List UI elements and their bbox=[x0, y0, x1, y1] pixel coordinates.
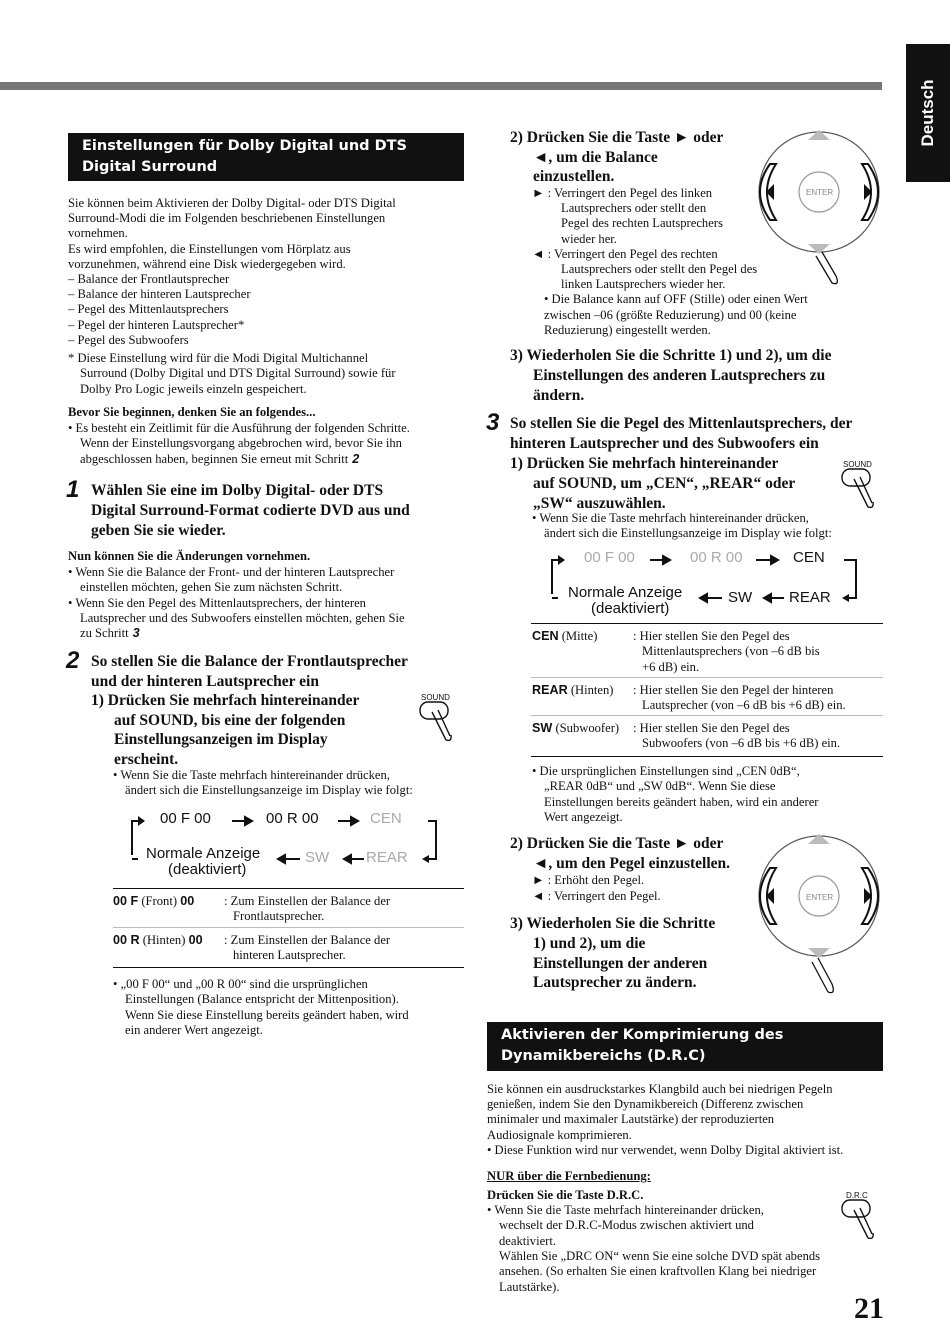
header-line-1: Einstellungen für Dolby Digital und DTS bbox=[82, 138, 407, 154]
level-row-divider bbox=[531, 756, 883, 757]
text-line: ◄ : Verringert den Pegel des rechten bbox=[532, 246, 718, 261]
text-line: abgeschlossen haben, beginnen Sie erneut mit Schritt 2 bbox=[80, 451, 360, 466]
text-line: • „00 F 00“ und „00 R 00“ sind die ursprünglichen bbox=[113, 977, 368, 991]
cycle-normal: Normale Anzeige bbox=[146, 845, 261, 862]
text-line: – Balance der hinteren Lautsprecher bbox=[68, 287, 251, 302]
drc-header-line-2: Dynamikbereichs (D.R.C) bbox=[501, 1048, 706, 1064]
cycle-cen: CEN bbox=[370, 810, 402, 827]
text-line: – Pegel des Mittenlautsprechers bbox=[68, 302, 229, 317]
text-line: Lautsprecher zu ändern. bbox=[533, 974, 697, 992]
text-line: – Pegel der hinteren Lautsprecher* bbox=[68, 317, 245, 332]
page-number: 21 bbox=[854, 1292, 884, 1325]
section-header-drc bbox=[487, 1022, 883, 1071]
text-line: ► : Verringert den Pegel des linken bbox=[532, 186, 713, 200]
level-row-divider bbox=[531, 677, 883, 678]
r-cycle-sw: SW bbox=[728, 589, 753, 606]
text-line: 2) Drücken Sie die Taste ► oder bbox=[510, 129, 724, 146]
text-line: Sie können ein ausdruckstarkes Klangbild auch bei niedrigen Pegeln bbox=[487, 1082, 833, 1096]
text-line: zwischen –06 (größte Reduzierung) und 00 (keine bbox=[544, 307, 797, 322]
cycle-sw: SW bbox=[305, 849, 330, 866]
press-drc-title: Drücken Sie die Taste D.R.C. bbox=[487, 1188, 644, 1202]
text-line: • Die ursprünglichen Einstellungen sind „CEN 0dB“, bbox=[532, 764, 800, 778]
text-line: „SW“ auszuwählen. bbox=[533, 494, 666, 512]
text-line: Pegel des rechten Lautsprechers bbox=[561, 216, 723, 231]
r-cycle-00r00: 00 R 00 bbox=[690, 549, 743, 566]
text-line: Einstellungen (Balance entspricht der Mittenposition). bbox=[125, 992, 399, 1007]
text-line: Einstellungen der anderen bbox=[533, 954, 708, 972]
text-line: Wenn Sie diese Einstellung bereits geändert haben, wird bbox=[125, 1007, 409, 1022]
cycle-rear: REAR bbox=[366, 849, 408, 866]
level-row-label: CEN (Mitte) bbox=[532, 629, 598, 643]
text-line: Wenn der Einstellungsvorgang abgebrochen wird, bevor Sie ihn bbox=[80, 436, 402, 451]
cursor-pad-icon bbox=[756, 128, 882, 288]
r-cycle-deactivated: (deaktiviert) bbox=[591, 600, 670, 617]
text-line: • Die Balance kann auf OFF (Stille) oder einen Wert bbox=[544, 292, 808, 307]
text-line: Es wird empfohlen, die Einstellungen vom Hörplatz aus bbox=[68, 241, 351, 256]
text-line: deaktiviert. bbox=[499, 1233, 556, 1248]
step-ref: 3 bbox=[132, 626, 140, 641]
text-line: einzustellen. bbox=[533, 168, 615, 186]
text-line: und der hinteren Lautsprecher ein bbox=[91, 672, 319, 690]
level-row-desc: +6 dB) ein. bbox=[642, 659, 700, 674]
text-line: Lautstärke). bbox=[499, 1279, 560, 1294]
text-line: ◄ : Verringert den Pegel. bbox=[532, 889, 661, 903]
remote-only-title: NUR über die Fernbedienung: bbox=[487, 1169, 651, 1183]
before-title: Bevor Sie beginnen, denken Sie an folgendes... bbox=[68, 405, 316, 419]
text-line: linken Lautsprechers wieder her. bbox=[561, 277, 726, 292]
sound-button-icon-2 bbox=[840, 467, 880, 511]
text-line: ◄, um den Pegel einzustellen. bbox=[533, 854, 731, 872]
text-line: „REAR 0dB“ und „SW 0dB“. Wenn Sie diese bbox=[544, 779, 776, 794]
level-row-desc: : Hier stellen Sie den Pegel des bbox=[633, 629, 790, 643]
step-2-number: 2 bbox=[66, 647, 80, 674]
table-row-desc: : Zum Einstellen der Balance der bbox=[224, 894, 391, 908]
text-line: So stellen Sie die Balance der Frontlautsprecher bbox=[91, 653, 408, 670]
level-row-desc: Lautsprecher (von –6 dB bis +6 dB) ein. bbox=[642, 698, 846, 713]
text-line: minimaler und maximaler Lautstärke) der reproduzierten bbox=[487, 1112, 775, 1127]
text-line: • Wenn Sie den Pegel des Mittenlautsprechers, der hinteren bbox=[68, 595, 366, 610]
text-line: ändern. bbox=[533, 386, 585, 404]
text-line: Wählen Sie „DRC ON“ wenn Sie eine solche DVD spät abends bbox=[499, 1248, 821, 1263]
text-line: Dolby Pro Logic jeweils einzeln gespeichert. bbox=[80, 381, 307, 396]
text-line: ansehen. (So erhalten Sie einen kraftvollen Klang bei niedriger bbox=[499, 1264, 817, 1279]
text-line: ein anderer Wert angezeigt. bbox=[125, 1022, 263, 1037]
text-line: • Wenn Sie die Taste mehrfach hintereinander drücken, bbox=[532, 511, 809, 525]
text-line: Surround (Dolby Digital und DTS Digital Surround) sowie für bbox=[80, 366, 396, 381]
text-line: genießen, indem Sie den Dynamikbereich (Differenz zwischen bbox=[487, 1097, 804, 1112]
language-tab bbox=[906, 44, 950, 182]
level-row-desc: : Hier stellen Sie den Pegel des bbox=[633, 721, 790, 735]
text-line: auf SOUND, bis eine der folgenden bbox=[114, 711, 346, 729]
text-line: • Wenn Sie die Taste mehrfach hintereinander drücken, bbox=[113, 768, 390, 782]
text-line: vornehmen. bbox=[68, 226, 128, 241]
header-line-2: Digital Surround bbox=[82, 159, 218, 175]
level-row-label: SW (Subwoofer) bbox=[532, 721, 620, 735]
text-line: Sie können beim Aktivieren der Dolby Digital- oder DTS Digital bbox=[68, 196, 396, 210]
sound-button-icon bbox=[418, 700, 458, 744]
text-line: wieder her. bbox=[561, 231, 617, 246]
text-line: wechselt der D.R.C-Modus zwischen aktiviert und bbox=[499, 1218, 754, 1233]
text-line: zu Schritt 3 bbox=[80, 626, 140, 641]
text-line: 1) Drücken Sie mehrfach hintereinander bbox=[91, 692, 360, 709]
text-line: Wählen Sie eine im Dolby Digital- oder DTS bbox=[91, 482, 384, 499]
text-line: 3) Wiederholen Sie die Schritte bbox=[510, 915, 716, 932]
text-line: – Balance der Frontlautsprecher bbox=[68, 272, 230, 286]
row-divider bbox=[113, 927, 464, 928]
r-cycle-normal: Normale Anzeige bbox=[568, 584, 683, 601]
text-line: Lautsprechers oder stellt den Pegel des bbox=[561, 262, 758, 276]
text-line: – Pegel des Subwoofers bbox=[68, 332, 189, 347]
r-cycle-rear: REAR bbox=[789, 589, 831, 606]
enter-label: ENTER bbox=[806, 188, 834, 197]
drc-header-line-1: Aktivieren der Komprimierung des bbox=[501, 1027, 784, 1043]
language-tab-label: Deutsch bbox=[918, 79, 937, 147]
enter-label-2: ENTER bbox=[806, 893, 834, 902]
level-row-label: REAR (Hinten) bbox=[532, 683, 614, 697]
top-rule bbox=[0, 82, 882, 90]
text-line: • Wenn Sie die Balance der Front- und der hinteren Lautsprecher bbox=[68, 565, 395, 579]
text-line: 1) und 2), um die bbox=[533, 934, 646, 952]
cycle-00r00: 00 R 00 bbox=[266, 810, 319, 827]
table-row-desc: : Zum Einstellen der Balance der bbox=[224, 933, 391, 947]
text-line: Wert angezeigt. bbox=[544, 809, 623, 824]
text-line: 2) Drücken Sie die Taste ► oder bbox=[510, 835, 724, 852]
cycle-00f00: 00 F 00 bbox=[160, 810, 211, 827]
text-line: ► : Erhöht den Pegel. bbox=[532, 873, 645, 887]
text-line: ändert sich die Einstellungsanzeige im Display wie folgt: bbox=[125, 783, 413, 798]
text-line: vorzunehmen, während eine Disk wiedergegeben wird. bbox=[68, 256, 346, 271]
table-rule bbox=[113, 888, 464, 889]
text-line: ändert sich die Einstellungsanzeige im Display wie folgt: bbox=[544, 526, 832, 541]
text-line: Digital Surround-Format codierte DVD aus und bbox=[91, 501, 410, 519]
step-1-number: 1 bbox=[66, 476, 80, 503]
text-line: auf SOUND, um „CEN“, „REAR“ oder bbox=[533, 474, 796, 492]
step-ref: 2 bbox=[352, 451, 360, 466]
text-line: Einstellungsanzeigen im Display bbox=[114, 731, 328, 748]
text-line: * Diese Einstellung wird für die Modi Digital Multichannel bbox=[68, 351, 369, 365]
text-line: Lautsprecher und des Subwoofers einstellen möchten, gehen Sie bbox=[80, 610, 405, 625]
text-line: Audiosignale komprimieren. bbox=[487, 1127, 632, 1142]
r-cycle-cen: CEN bbox=[793, 549, 825, 566]
now-title: Nun können Sie die Änderungen vornehmen. bbox=[68, 549, 311, 563]
level-row-desc: Mittenlautsprechers (von –6 dB bis bbox=[642, 644, 820, 659]
text-line: geben Sie sie wieder. bbox=[91, 521, 226, 539]
step-3-number: 3 bbox=[486, 409, 500, 436]
text-line: So stellen Sie die Pegel des Mittenlautsprechers, der bbox=[510, 415, 853, 432]
text-line: Einstellungen bereits geändert haben, wird ein anderer bbox=[544, 794, 819, 809]
cycle-deactivated: (deaktiviert) bbox=[168, 861, 247, 878]
level-row-desc: Subwoofers (von –6 dB bis +6 dB) ein. bbox=[642, 736, 841, 751]
text-line: Lautsprechers oder stellt den bbox=[561, 201, 707, 216]
text-line: • Wenn Sie die Taste mehrfach hintereinander drücken, bbox=[487, 1203, 764, 1217]
text-line: 3) Wiederholen Sie die Schritte 1) und 2), um die bbox=[510, 347, 832, 364]
text-line: 1) Drücken Sie mehrfach hintereinander bbox=[510, 455, 779, 472]
table-row-desc: hinteren Lautsprecher. bbox=[233, 948, 346, 963]
drc-button-icon bbox=[840, 1198, 880, 1242]
text-line: Einstellungen des anderen Lautsprechers zu bbox=[533, 366, 826, 384]
sound-button-label: SOUND bbox=[421, 693, 450, 702]
table-row-desc: Frontlautsprecher. bbox=[233, 909, 325, 924]
text-line: ◄, um die Balance bbox=[533, 148, 658, 166]
text-line: hinteren Lautsprecher und des Subwoofers ein bbox=[510, 434, 819, 452]
r-cycle-00f00: 00 F 00 bbox=[584, 549, 635, 566]
level-row-divider bbox=[531, 715, 883, 716]
level-row-desc: : Hier stellen Sie den Pegel der hinteren bbox=[633, 683, 834, 697]
section-header-dolby bbox=[68, 133, 464, 181]
level-table-rule bbox=[531, 623, 883, 624]
text-line: • Es besteht ein Zeitlimit für die Ausführung der folgenden Schritte. bbox=[68, 421, 410, 435]
text-line: einstellen möchten, gehen Sie zum nächsten Schritt. bbox=[80, 580, 343, 595]
cursor-pad-icon-2 bbox=[756, 832, 882, 1002]
table-row-label: 00 R (Hinten) 00 bbox=[113, 933, 203, 947]
table-row-label: 00 F (Front) 00 bbox=[113, 894, 195, 908]
text-line: erscheint. bbox=[114, 750, 179, 768]
text-line: • Diese Funktion wird nur verwendet, wenn Dolby Digital aktiviert ist. bbox=[487, 1142, 844, 1157]
drc-button-label: D.R.C bbox=[846, 1191, 868, 1200]
text-line: Reduzierung) eingestellt werden. bbox=[544, 322, 711, 337]
sound-button-label-2: SOUND bbox=[843, 460, 872, 469]
text-line: Surround-Modi die im Folgenden beschriebenen Einstellungen bbox=[68, 211, 386, 226]
table-bottom-rule bbox=[113, 967, 464, 968]
